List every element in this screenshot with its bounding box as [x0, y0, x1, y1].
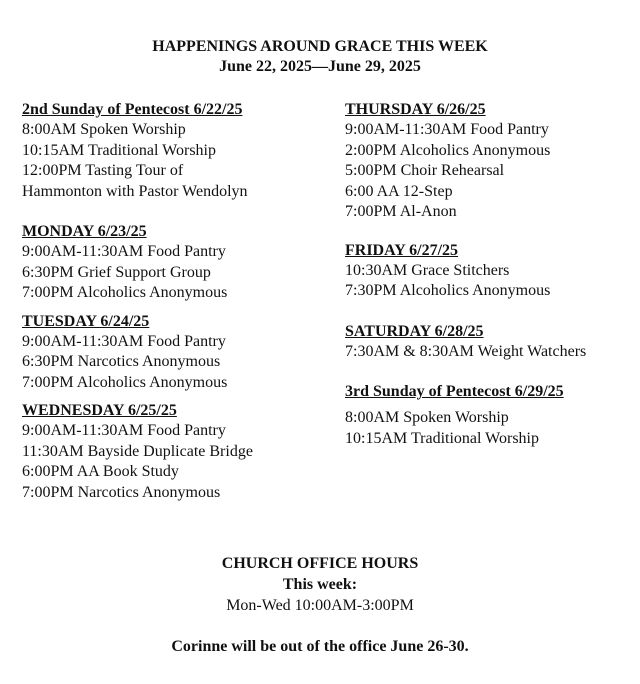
section-title: TUESDAY 6/24/25	[22, 312, 150, 330]
event-line: 5:00PM Choir Rehearsal	[345, 162, 505, 179]
section-monday	[22, 222, 322, 304]
event-line: 9:00AM-11:30AM Food Pantry	[22, 422, 226, 439]
event-line: 7:30AM & 8:30AM Weight Watchers	[345, 342, 587, 360]
event-line: 8:00AM Spoken Worship	[22, 121, 186, 138]
office-closure-note: Corinne will be out of the office June 26-30.	[171, 638, 469, 655]
page-title: HAPPENINGS AROUND GRACE THIS WEEK	[152, 38, 488, 55]
section-wednesday	[22, 401, 322, 503]
event-line: 2:00PM Alcoholics Anonymous	[345, 141, 551, 159]
event-line: 6:30PM Narcotics Anonymous	[22, 353, 221, 370]
event-line: 6:00PM AA Book Study	[22, 463, 179, 480]
event-line: 10:15AM Traditional Worship	[345, 429, 539, 447]
section-tuesday	[22, 312, 322, 394]
section-2nd-sunday	[22, 100, 322, 202]
section-title: SATURDAY 6/28/25	[345, 322, 484, 340]
event-line: 10:30AM Grace Stitchers	[345, 261, 510, 279]
date-range: June 22, 2025—June 29, 2025	[219, 58, 421, 75]
event-line: 7:00PM Narcotics Anonymous	[22, 483, 221, 501]
event-line: 7:30PM Alcoholics Anonymous	[345, 282, 551, 299]
office-hours-title: CHURCH OFFICE HOURS	[221, 555, 419, 572]
section-saturday	[345, 322, 635, 363]
section-title: 3rd Sunday of Pentecost 6/29/25	[345, 383, 564, 400]
event-line: 6:30PM Grief Support Group	[22, 263, 211, 281]
event-line: 9:00AM-11:30AM Food Pantry	[22, 332, 226, 350]
section-title: THURSDAY 6/26/25	[345, 101, 486, 118]
event-line: 7:00PM Alcoholics Anonymous	[22, 284, 228, 301]
event-line: 11:30AM Bayside Duplicate Bridge	[22, 442, 253, 460]
event-line: 12:00PM Tasting Tour of	[22, 162, 184, 179]
left-column	[22, 100, 322, 503]
event-line: 10:15AM Traditional Worship	[22, 141, 216, 159]
section-friday	[345, 241, 635, 302]
section-title: MONDAY 6/23/25	[22, 223, 147, 240]
event-line: 9:00AM-11:30AM Food Pantry	[22, 243, 226, 260]
event-line: 7:00PM Alcoholics Anonymous	[22, 373, 228, 391]
office-hours-subtitle: This week:	[282, 576, 358, 593]
section-thursday	[345, 100, 635, 223]
event-line: 7:00PM Al-Anon	[345, 203, 457, 220]
event-line: 8:00AM Spoken Worship	[345, 409, 509, 426]
right-column	[345, 100, 635, 449]
event-line: 6:00 AA 12-Step	[345, 182, 453, 200]
event-line: 9:00AM-11:30AM Food Pantry	[345, 121, 549, 138]
section-title: WEDNESDAY 6/25/25	[22, 402, 177, 419]
event-line: Hammonton with Pastor Wendolyn	[22, 182, 248, 200]
office-hours-times: Mon-Wed 10:00AM-3:00PM	[226, 597, 414, 614]
section-title: 2nd Sunday of Pentecost 6/22/25	[22, 101, 243, 118]
section-title: FRIDAY 6/27/25	[345, 241, 459, 259]
section-3rd-sunday	[345, 382, 635, 449]
